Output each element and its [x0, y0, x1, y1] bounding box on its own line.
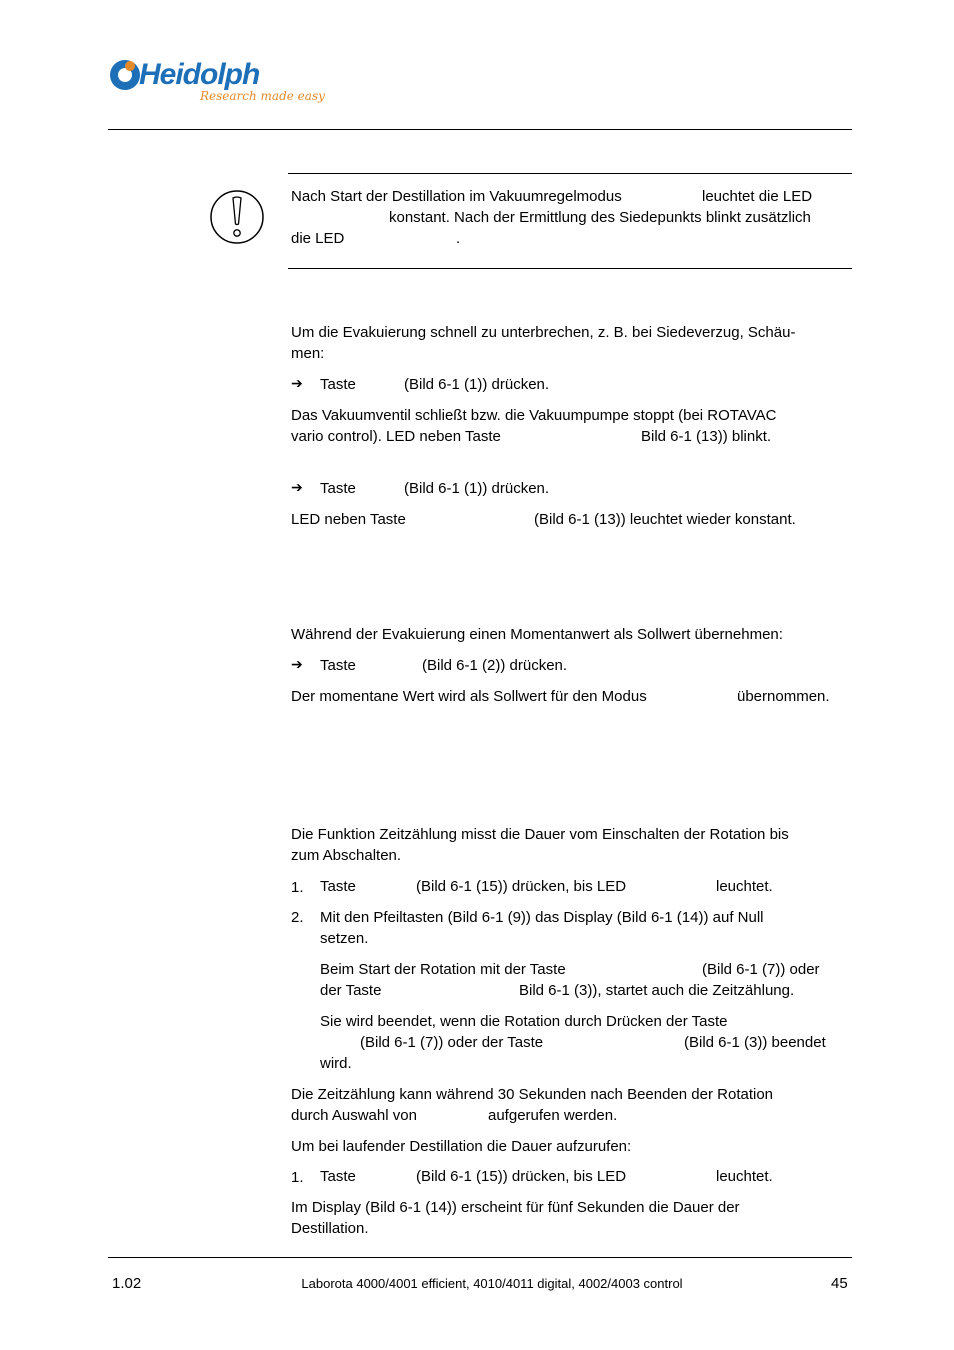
footer-version: 1.02: [112, 1275, 142, 1292]
indented-text: der Taste: [320, 982, 382, 999]
footer-divider: [108, 1257, 852, 1258]
header-divider: [108, 129, 852, 130]
step-text: (Bild 6-1 (1)) drücken.: [404, 480, 550, 497]
step-text: (Bild 6-1 (1)) drücken.: [404, 376, 550, 393]
arrow-bullet-icon: ➔: [291, 375, 303, 391]
logo-tagline: Research made easy: [200, 89, 325, 103]
arrow-bullet-icon: ➔: [291, 656, 303, 672]
result-text: Bild 6-1 (13)) blinkt.: [641, 428, 772, 445]
heidolph-logo: [108, 52, 328, 112]
body-text: Im Display (Bild 6-1 (14)) erscheint für fünf Sekunden die Dauer der: [291, 1199, 740, 1216]
note-text-line: konstant. Nach der Ermittlung des Siedepunkts blinkt zusätzlich: [389, 209, 811, 226]
step-text: setzen.: [320, 930, 369, 947]
section3-intro: Die Funktion Zeitzählung misst die Dauer vom Einschalten der Rotation bis: [291, 826, 789, 843]
step-text: (Bild 6-1 (15)) drücken, bis LED: [416, 878, 627, 895]
step-text: (Bild 6-1 (15)) drücken, bis LED: [416, 1168, 627, 1185]
note-text-line: .: [456, 230, 461, 247]
section1-intro: men:: [291, 345, 325, 362]
body-text: durch Auswahl von: [291, 1107, 417, 1124]
note-text-line: leuchtet die LED: [702, 188, 813, 205]
section3-intro: zum Abschalten.: [291, 847, 402, 864]
indented-text: (Bild 6-1 (7)) oder der Taste: [360, 1034, 544, 1051]
result-text: Das Vakuumventil schließt bzw. die Vakuumpumpe stoppt (bei ROTAVAC: [291, 407, 777, 424]
logo-mark-icon: [108, 54, 142, 94]
section2-intro: Während der Evakuierung einen Momentanwert als Sollwert übernehmen:: [291, 626, 783, 643]
section1-intro: Um die Evakuierung schnell zu unterbrechen, z. B. bei Siedeverzug, Schäu-: [291, 324, 796, 341]
step-taste: Taste: [320, 376, 356, 393]
body-text: Destillation.: [291, 1220, 369, 1237]
step-text: (Bild 6-1 (2)) drücken.: [422, 657, 568, 674]
exclamation-circle-icon: [208, 188, 266, 246]
note-text-line: die LED: [291, 230, 345, 247]
note-bottom-rule: [288, 268, 852, 269]
note-text-line: Nach Start der Destillation im Vakuumregelmodus: [291, 188, 622, 205]
step-taste: Taste: [320, 1168, 356, 1185]
indented-text: (Bild 6-1 (3)) beendet: [684, 1034, 826, 1051]
step-taste: Taste: [320, 657, 356, 674]
indented-text: wird.: [320, 1055, 352, 1072]
step-taste: Taste: [320, 480, 356, 497]
footer-page-number: 45: [831, 1275, 848, 1292]
list-number: 1.: [291, 879, 304, 896]
indented-text: Sie wird beendet, wenn die Rotation durch Drücken der Taste: [320, 1013, 728, 1030]
footer-title: Laborota 4000/4001 efficient, 4010/4011 digital, 4002/4003 control: [301, 1276, 683, 1291]
arrow-bullet-icon: ➔: [291, 479, 303, 495]
list-number: 2.: [291, 909, 304, 926]
indented-text: Bild 6-1 (3)), startet auch die Zeitzählung.: [519, 982, 795, 999]
step-text: leuchtet.: [716, 878, 773, 895]
indented-text: (Bild 6-1 (7)) oder: [702, 961, 820, 978]
note-top-rule: [288, 173, 852, 174]
result-text: vario control). LED neben Taste: [291, 428, 501, 445]
result-text: LED neben Taste: [291, 511, 406, 528]
list-number: 1.: [291, 1169, 304, 1186]
result-text: übernommen.: [737, 688, 830, 705]
step-text: Mit den Pfeiltasten (Bild 6-1 (9)) das Display (Bild 6-1 (14)) auf Null: [320, 909, 764, 926]
body-text: aufgerufen werden.: [488, 1107, 618, 1124]
body-text: Die Zeitzählung kann während 30 Sekunden nach Beenden der Rotation: [291, 1086, 774, 1103]
indented-text: Beim Start der Rotation mit der Taste: [320, 961, 566, 978]
result-text: Der momentane Wert wird als Sollwert für den Modus: [291, 688, 647, 705]
body-text: Um bei laufender Destillation die Dauer aufzurufen:: [291, 1138, 632, 1155]
step-text: leuchtet.: [716, 1168, 773, 1185]
logo-wordmark: Heidolph: [139, 58, 260, 91]
result-text: (Bild 6-1 (13)) leuchtet wieder konstant.: [534, 511, 796, 528]
step-taste: Taste: [320, 878, 356, 895]
